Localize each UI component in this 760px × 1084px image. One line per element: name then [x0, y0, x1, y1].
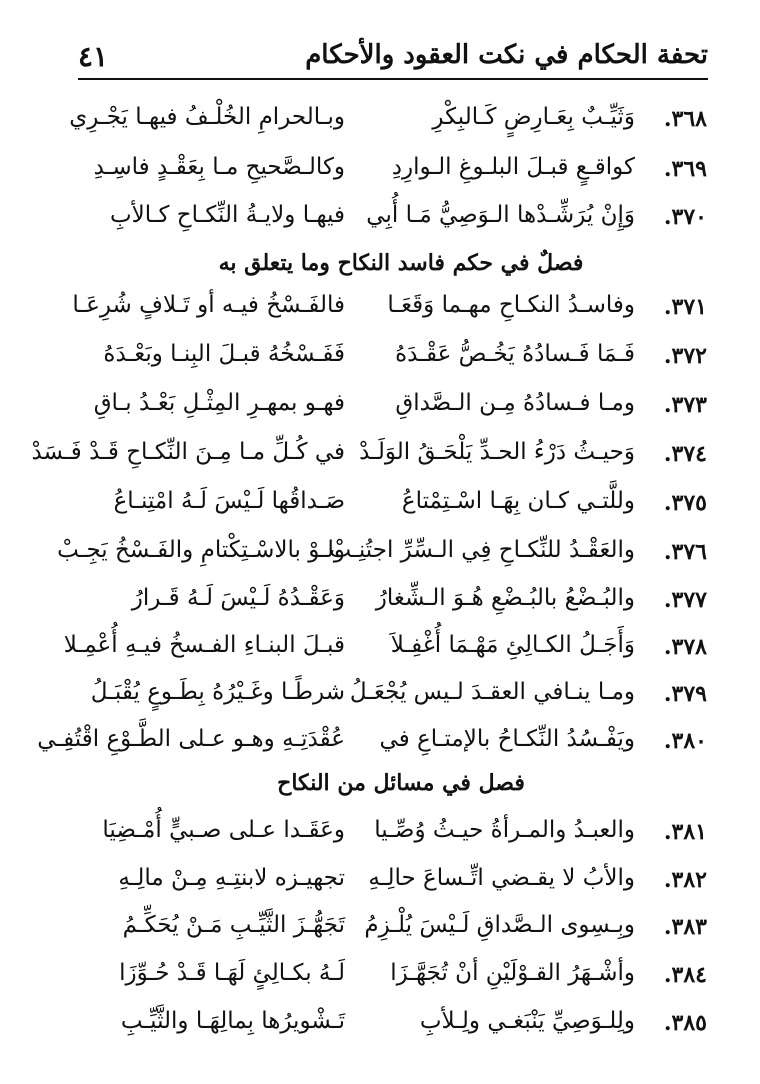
verse-line	[69, 102, 707, 146]
verse-first-hemistich: والعَقْـدُ للنِّكـاحِ فِي الـسِّرِّ اجتُنِـبْ	[329, 537, 635, 563]
verse-first-hemistich: وَأَجَـلُ الكـالِئِ مَهْـمَا أُغْفِـلاَ	[390, 632, 635, 658]
verse-number: ٣٧٨.	[663, 634, 707, 660]
verse-line	[95, 486, 707, 530]
verse-first-hemistich: وفاسـدُ النكـاحِ مهـما وَقَعَـا	[387, 292, 635, 318]
verse-number: ٣٧٢.	[663, 343, 707, 369]
verse-first-hemistich: فَـمَا فَـسادُهُ يَخُـصُّ عَقْـدَهُ	[395, 341, 635, 367]
verse-number: ٣٧٩.	[663, 681, 707, 707]
verse-line	[95, 815, 707, 859]
verse-number: ٣٦٨.	[663, 106, 707, 132]
section-heading: فصل في مسائل من النكاح	[277, 770, 525, 796]
verse-second-hemistich: تَجَهُّـزَ الثَّيِّـبِ مَـنْ يُحَكِّـمُ	[122, 912, 345, 938]
verse-number: ٣٧٣.	[663, 392, 707, 418]
verse-line	[95, 910, 707, 954]
verse-line	[95, 339, 707, 383]
verse-number: ٣٧٦.	[663, 539, 707, 565]
verse-first-hemistich: وأشْـهَرُ القـوْلَيْنِ أنْ تُجَهَّـزَا	[390, 960, 635, 986]
verse-line	[72, 290, 707, 334]
verse-second-hemistich: ولـوْ بالاسْـتِكْتامِ والفَـسْخُ يَجِـبْ	[57, 537, 345, 563]
verse-first-hemistich: كواقـعٍ قبـلَ البلـوغِ الـوارِدِ	[391, 154, 635, 180]
verse-line	[63, 630, 707, 674]
verse-first-hemistich: وللَّتـي كـان بِهَـا اسْـتِمْتاعُ	[401, 488, 635, 514]
book-title: تحفة الحكام في نكت العقود والأحكام	[305, 40, 708, 70]
verse-number: ٣٦٩.	[663, 156, 707, 182]
verse-number: ٣٧٥.	[663, 490, 707, 516]
verse-number: ٣٨٥.	[663, 1010, 707, 1036]
verse-number: ٣٧٠.	[663, 204, 707, 230]
verse-second-hemistich: وعَقَـدا عـلى صـبيٍّ أُمْـضِيَا	[102, 817, 345, 843]
verse-line	[95, 583, 707, 627]
page-header	[78, 38, 708, 78]
verse-first-hemistich: والعبـدُ والمـرأةُ حيـثُ وُصِّـيا	[374, 817, 635, 843]
verse-number: ٣٨٣.	[663, 914, 707, 940]
verse-number: ٣٧١.	[663, 294, 707, 320]
page-number: ٤١	[78, 40, 109, 73]
verse-second-hemistich: عُقْدَتِـهِ وهـو عـلى الطَّـوْعِ اقْتُفِـي	[37, 726, 345, 752]
verse-line	[37, 724, 707, 768]
verse-second-hemistich: شرطًـا وغَـيْرُهُ بِطَـوعٍ يُقْبَـلُ	[90, 679, 345, 705]
verse-line	[95, 863, 707, 907]
verse-first-hemistich: وبِـسِوى الـصَّداقِ لَـيْسَ يُلْـزِمُ	[364, 912, 635, 938]
verse-line	[95, 958, 707, 1002]
verse-first-hemistich: والأبُ لا يقـضي اتِّـساعَ حالِـهِ	[368, 865, 635, 891]
header-rule	[78, 78, 708, 80]
verse-second-hemistich: قبـلَ البنـاءِ الفـسخُ فيـهِ أُعْمِـلا	[63, 632, 345, 658]
verse-second-hemistich: فالفَـسْخُ فيـه أو تَـلافٍ شُرِعَـا	[72, 292, 345, 318]
verse-number: ٣٨٢.	[663, 867, 707, 893]
verse-second-hemistich: تجهيـزه لابنتِـهِ مِـنْ مالِـهِ	[118, 865, 345, 891]
verse-first-hemistich: ويَفْـسُدُ النِّكـاحُ بالإمتـاعِ في	[379, 726, 635, 752]
verse-number: ٣٧٤.	[663, 441, 707, 467]
verse-line	[95, 1006, 707, 1050]
verse-second-hemistich: لَـهُ بكـالِئٍ لَهَـا قَـدْ حُـوِّزَا	[119, 960, 345, 986]
verse-first-hemistich: وَحيـثُ دَرْءُ الحـدِّ يَلْحَـقُ الوَلَـدْ	[359, 439, 635, 465]
verse-first-hemistich: ولِلـوَصِيِّ يَنْبَغـي ولِـلأبِ	[419, 1008, 635, 1034]
verse-line	[95, 152, 707, 196]
verse-second-hemistich: وَعَقْـدُهُ لَـيْسَ لَـهُ قَـرارُ	[131, 585, 345, 611]
verse-line	[95, 200, 707, 244]
verse-line	[31, 437, 707, 481]
verse-second-hemistich: وكالـصَّحيحِ مـا بِعَقْـدٍ فاسِـدِ	[93, 154, 345, 180]
verse-second-hemistich: فَفَـسْخُهُ قبـلَ البِنـا وبَعْـدَهُ	[103, 341, 345, 367]
verse-number: ٣٨٤.	[663, 962, 707, 988]
verse-second-hemistich: في كُـلِّ مـا مِـنَ النِّكـاحِ قَـدْ فَـسَدْ	[31, 439, 345, 465]
verse-second-hemistich: تَـشْويرُها بِمالِهَـا والثَّيِّـبِ	[120, 1008, 345, 1034]
verse-second-hemistich: وبـالحرامِ الخُلْـفُ فيهـا يَجْـرِي	[69, 104, 345, 130]
verse-line	[57, 535, 707, 579]
verse-line	[95, 388, 707, 432]
verse-second-hemistich: صَـداقُها لَـيْسَ لَـهُ امْتِنـاعُ	[113, 488, 345, 514]
verse-number: ٣٧٧.	[663, 587, 707, 613]
verse-first-hemistich: ومـا ينـافي العقـدَ لـيس يُجْعَـلُ	[349, 679, 635, 705]
verse-number: ٣٨١.	[663, 819, 707, 845]
verse-second-hemistich: فهـو بمهـرِ المِثْـلِ بَعْـدُ بـاقِ	[93, 390, 345, 416]
verse-first-hemistich: والبُـضْعُ بالبُـضْعِ هُـوَ الـشِّغارُ	[375, 585, 635, 611]
verse-first-hemistich: وَثَيِّـبٌ بِعَـارِضٍ كَـالبِكْرِ	[432, 104, 635, 130]
verse-line	[90, 677, 707, 721]
verse-first-hemistich: ومـا فـسادُهُ مِـن الـصَّداقِ	[395, 390, 635, 416]
verse-second-hemistich: فيهـا ولايـةُ النِّكـاحِ كـالأبِ	[109, 202, 345, 228]
verse-first-hemistich: وَإِنْ يُرَشِّـدْها الـوَصِيُّ مَـا أُبِي	[366, 202, 635, 228]
section-heading: فصلٌ في حكم فاسد النكاح وما يتعلق به	[218, 250, 584, 276]
verse-number: ٣٨٠.	[663, 728, 707, 754]
